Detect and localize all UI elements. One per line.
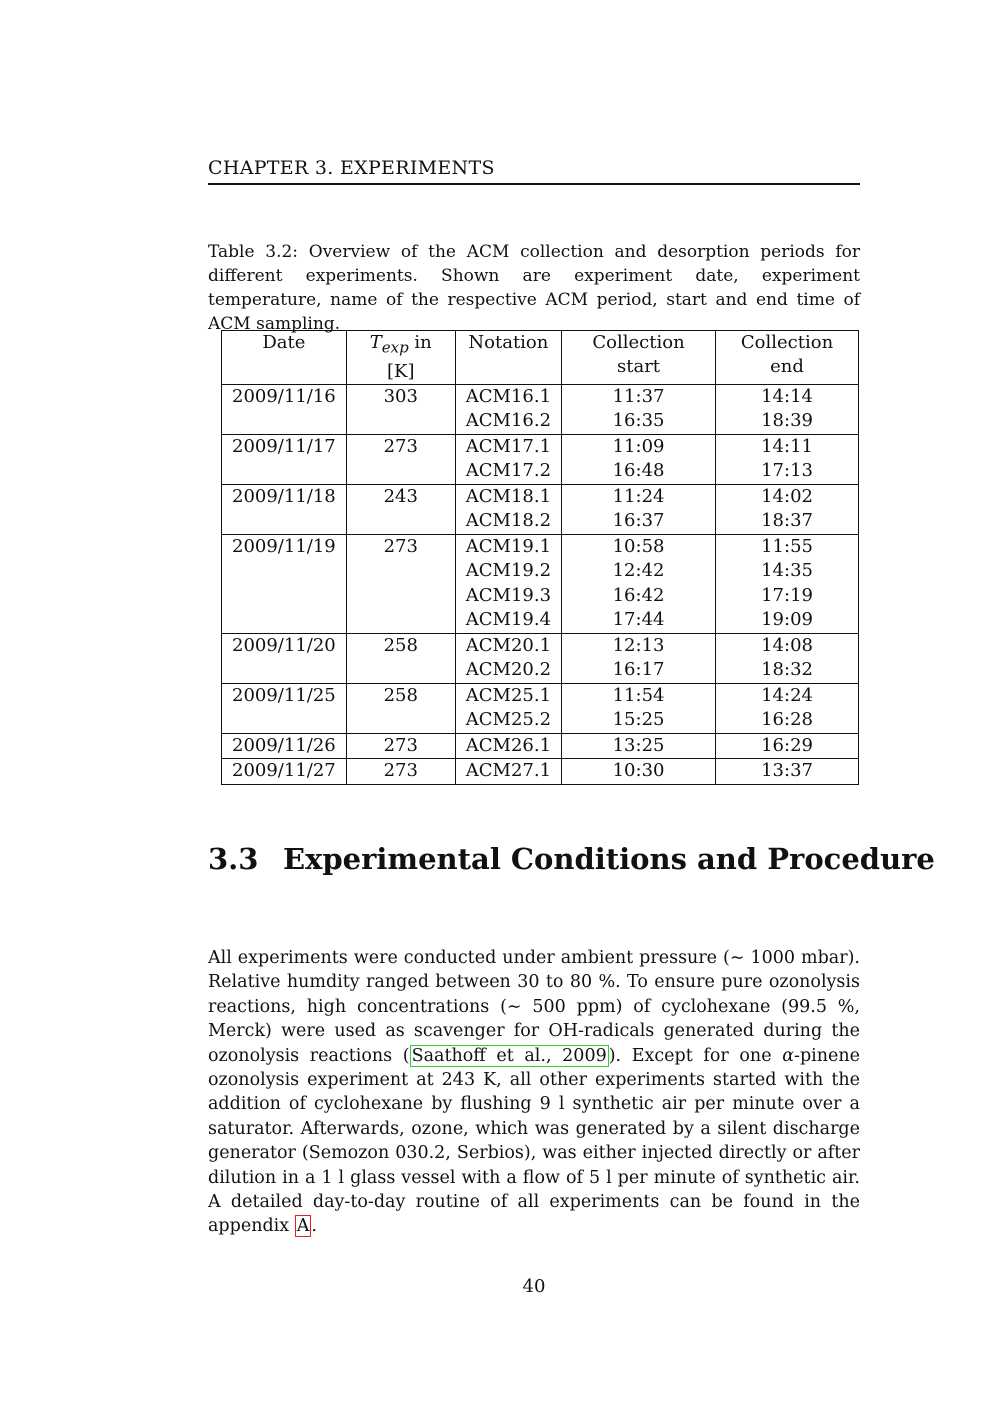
table-group xyxy=(222,683,859,733)
cell-notation: ACM20.2 xyxy=(455,658,561,683)
cell-notation: ACM18.1 xyxy=(455,484,561,509)
cell-collection-start: 16:37 xyxy=(562,509,716,534)
cell-temperature: 273 xyxy=(346,534,455,559)
cell-collection-start: 16:35 xyxy=(562,409,716,434)
cell-collection-end: 14:24 xyxy=(716,683,859,708)
cell-date: 2009/11/18 xyxy=(222,484,347,509)
cell-collection-start: 11:37 xyxy=(562,384,716,409)
cell-notation: ACM20.1 xyxy=(455,633,561,658)
cell-temperature xyxy=(346,708,455,733)
table-group xyxy=(222,434,859,484)
cell-temperature xyxy=(346,459,455,484)
table-row xyxy=(222,384,859,409)
cell-collection-start: 10:30 xyxy=(562,759,716,785)
temp-subscript: exp xyxy=(381,338,409,357)
running-head: CHAPTER 3. EXPERIMENTS xyxy=(208,157,860,185)
table-row xyxy=(222,733,859,759)
cell-date: 2009/11/25 xyxy=(222,683,347,708)
cell-temperature: 273 xyxy=(346,759,455,785)
cell-collection-start: 12:13 xyxy=(562,633,716,658)
cell-temperature xyxy=(346,584,455,609)
cell-collection-end: 13:37 xyxy=(716,759,859,785)
cell-notation: ACM19.2 xyxy=(455,559,561,584)
cell-notation: ACM27.1 xyxy=(455,759,561,785)
cell-temperature xyxy=(346,608,455,633)
cell-collection-start: 15:25 xyxy=(562,708,716,733)
body-text-4: . xyxy=(311,1216,317,1237)
cell-temperature: 273 xyxy=(346,733,455,759)
cell-collection-end: 14:14 xyxy=(716,384,859,409)
table-row xyxy=(222,708,859,733)
table-row xyxy=(222,584,859,609)
table-row xyxy=(222,658,859,683)
cell-date: 2009/11/17 xyxy=(222,434,347,459)
cell-collection-end: 14:11 xyxy=(716,434,859,459)
table-group xyxy=(222,759,859,785)
cell-collection-start: 16:42 xyxy=(562,584,716,609)
cell-notation: ACM17.2 xyxy=(455,459,561,484)
cell-collection-end: 16:29 xyxy=(716,733,859,759)
cell-date: 2009/11/26 xyxy=(222,733,347,759)
cell-notation: ACM25.2 xyxy=(455,708,561,733)
cell-date xyxy=(222,658,347,683)
cell-collection-start: 11:54 xyxy=(562,683,716,708)
cell-temperature: 273 xyxy=(346,434,455,459)
cell-notation: ACM18.2 xyxy=(455,509,561,534)
cell-collection-end: 14:08 xyxy=(716,633,859,658)
cell-notation: ACM25.1 xyxy=(455,683,561,708)
appendix-link[interactable]: A xyxy=(296,1216,310,1237)
citation-separator: , xyxy=(545,1045,563,1066)
cell-date xyxy=(222,459,347,484)
cell-collection-start: 17:44 xyxy=(562,608,716,633)
cell-collection-start: 10:58 xyxy=(562,534,716,559)
cell-collection-end: 19:09 xyxy=(716,608,859,633)
cell-temperature: 243 xyxy=(346,484,455,509)
cell-notation: ACM16.1 xyxy=(455,384,561,409)
cell-date: 2009/11/19 xyxy=(222,534,347,559)
caption-label: Table 3.2: xyxy=(208,242,299,262)
cell-date xyxy=(222,708,347,733)
section-number: 3.3 xyxy=(208,842,259,876)
cell-temperature xyxy=(346,658,455,683)
cell-collection-start: 16:48 xyxy=(562,459,716,484)
cell-collection-end: 17:13 xyxy=(716,459,859,484)
cell-collection-end: 18:39 xyxy=(716,409,859,434)
cell-date: 2009/11/16 xyxy=(222,384,347,409)
table-caption xyxy=(208,240,860,336)
table-row xyxy=(222,559,859,584)
cell-collection-start: 16:17 xyxy=(562,658,716,683)
body-text-2: ). Except for one xyxy=(608,1045,783,1066)
table-group xyxy=(222,484,859,534)
table-header-row xyxy=(222,331,859,385)
header-collection-end: Collection end xyxy=(716,331,859,385)
cell-date xyxy=(222,409,347,434)
acm-periods-table xyxy=(221,330,859,785)
table-row xyxy=(222,683,859,708)
cell-notation: ACM16.2 xyxy=(455,409,561,434)
cell-temperature xyxy=(346,559,455,584)
table-row xyxy=(222,608,859,633)
table-row xyxy=(222,409,859,434)
cell-collection-end: 18:37 xyxy=(716,509,859,534)
cell-collection-end: 14:02 xyxy=(716,484,859,509)
cell-date xyxy=(222,584,347,609)
cell-notation: ACM17.1 xyxy=(455,434,561,459)
cell-temperature: 258 xyxy=(346,633,455,658)
table-group xyxy=(222,534,859,633)
citation-link[interactable] xyxy=(410,1045,609,1067)
header-collection-start: Collection start xyxy=(562,331,716,385)
header-date: Date xyxy=(222,331,347,385)
cell-date xyxy=(222,509,347,534)
cell-notation: ACM26.1 xyxy=(455,733,561,759)
cell-collection-end: 14:35 xyxy=(716,559,859,584)
table-group xyxy=(222,733,859,759)
cell-collection-start: 13:25 xyxy=(562,733,716,759)
cell-date xyxy=(222,608,347,633)
cell-collection-start: 11:09 xyxy=(562,434,716,459)
cell-collection-end: 16:28 xyxy=(716,708,859,733)
cell-collection-start: 11:24 xyxy=(562,484,716,509)
cell-collection-end: 17:19 xyxy=(716,584,859,609)
body-text-1: All experiments were conducted under ambient pressure (∼ 1000 mbar). Relative humdity ranged between 30 to 80 %. To ensure pure ozonolysis reactions, high concentrations (∼ 500 ppm) of cyclohexane (99.5 %, Merck) were used as scavenger for OH-radicals generated during the ozonolysis reactions ( xyxy=(208,948,860,1066)
table-row xyxy=(222,459,859,484)
table-group xyxy=(222,384,859,434)
cell-date xyxy=(222,559,347,584)
table-row xyxy=(222,759,859,785)
cell-collection-end: 18:32 xyxy=(716,658,859,683)
cell-notation: ACM19.1 xyxy=(455,534,561,559)
section-heading xyxy=(208,842,935,876)
cell-date: 2009/11/27 xyxy=(222,759,347,785)
caption-text: Overview of the ACM collection and desorption periods for different experiments. Shown are experiment date, experiment temperature, name of the respective ACM period, start and end time of ACM sampling. xyxy=(208,242,861,334)
temp-unit: in [K] xyxy=(387,332,432,382)
table-group xyxy=(222,633,859,683)
citation-authors: Saathoff et al. xyxy=(411,1045,546,1066)
header-notation: Notation xyxy=(455,331,561,385)
table-row xyxy=(222,509,859,534)
body-paragraph xyxy=(208,946,860,1239)
table-row xyxy=(222,534,859,559)
cell-notation: ACM19.4 xyxy=(455,608,561,633)
citation-year: 2009 xyxy=(562,1045,607,1066)
table-row xyxy=(222,484,859,509)
table-row xyxy=(222,633,859,658)
cell-notation: ACM19.3 xyxy=(455,584,561,609)
page-number: 40 xyxy=(522,1276,546,1297)
temp-symbol: T xyxy=(369,332,382,353)
cell-temperature xyxy=(346,509,455,534)
cell-temperature: 303 xyxy=(346,384,455,409)
cell-temperature: 258 xyxy=(346,683,455,708)
section-title: Experimental Conditions and Procedure xyxy=(283,842,935,876)
cell-collection-start: 12:42 xyxy=(562,559,716,584)
header-temperature xyxy=(346,331,455,385)
cell-date: 2009/11/20 xyxy=(222,633,347,658)
table-row xyxy=(222,434,859,459)
alpha-symbol: α xyxy=(782,1045,795,1066)
cell-temperature xyxy=(346,409,455,434)
body-text-3: -pinene ozonolysis experiment at 243 K, all other experiments started with the addition of cyclohexane by flushing 9 l synthetic air per minute over a saturator. Afterwards, ozone, which was generated by a silent discharge generator (Semozon 030.2, Serbios), was either injected directly or after dilution in a 1 l glass vessel with a flow of 5 l per minute of synthetic air. A detailed day-to-day routine of all experiments can be found in the appendix xyxy=(208,1045,860,1237)
cell-collection-end: 11:55 xyxy=(716,534,859,559)
